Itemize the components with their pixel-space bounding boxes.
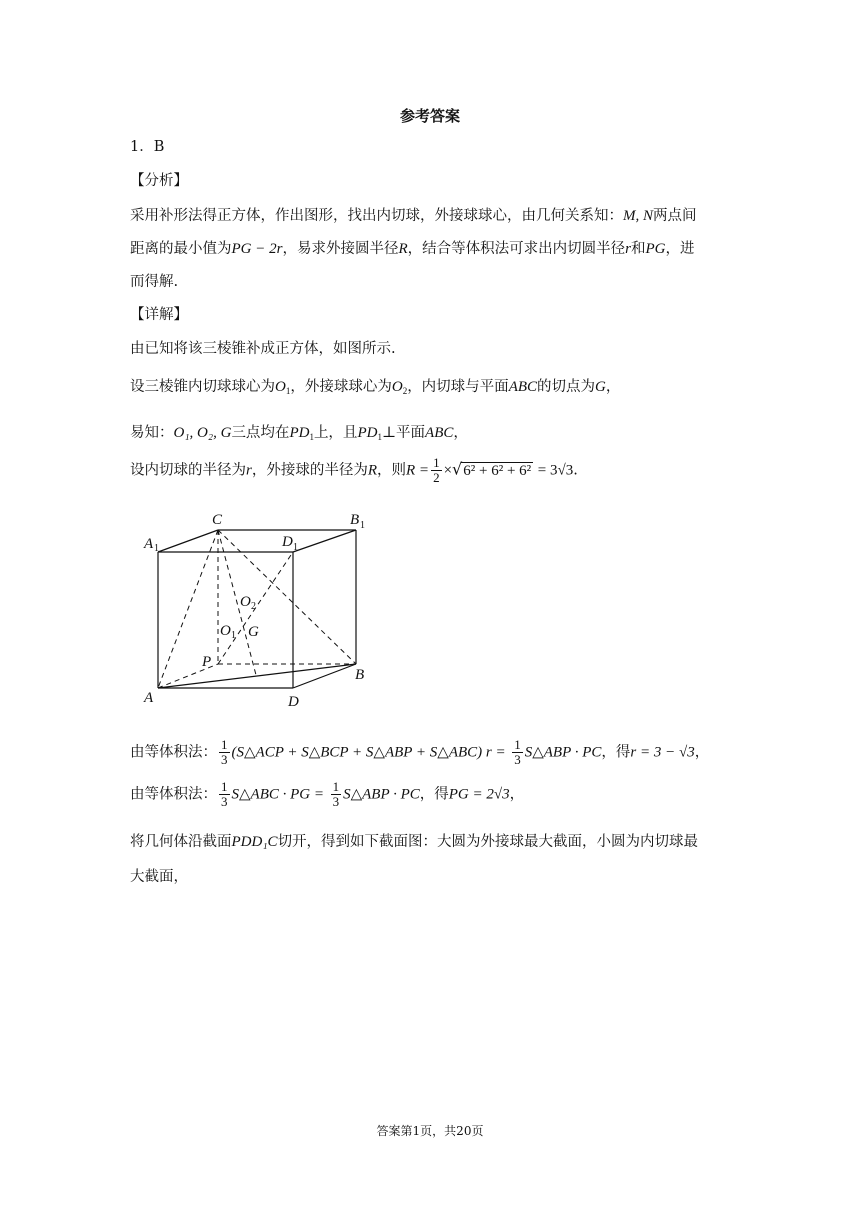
cube-figure: [138, 510, 378, 715]
label-A1: A: [144, 536, 154, 552]
detail-line-1: 由已知将该三棱锥补成正方体，如图所示.: [130, 341, 396, 357]
page-title: 参考答案: [399, 107, 460, 125]
detail-line-7: 将几何体沿截面PDD₁C切开，得到如下截面图：大圆为外接球最大截面，小圆为内切球最: [130, 834, 699, 850]
detail-header: 【详解】: [130, 307, 188, 323]
analysis-line-3: 而得解.: [130, 274, 179, 290]
svg-text:1: 1: [293, 542, 298, 553]
label-A: A: [144, 690, 154, 706]
fraction-third-4: $\frac{1}{3}$: [332, 779, 340, 809]
label-G: G: [248, 624, 259, 640]
svg-text:1: 1: [360, 520, 365, 531]
label-B: B: [355, 667, 365, 683]
detail-line-3: 易知：O₁, O₂, G三点均在$PD_1$上，且$PD_1\perp$平面ABC，: [130, 425, 468, 442]
label-O2: O: [240, 594, 251, 610]
fraction-third-1: $\frac{1}{3}$: [221, 737, 228, 767]
analysis-line-2: 距离的最小值为PG − 2r，易求外接圆半径R，结合等体积法可求出内切圆半径r和PG，进: [130, 241, 695, 257]
detail-line-5: 由等体积法： $\frac{1}{3}$ (S△ACP + S△BCP + S△ABP + S△ABC) r = $\frac{1}{3}$ S△ABP · PC，得r = 3 − √3，: [130, 737, 710, 767]
svg-text:2: 2: [251, 601, 256, 612]
svg-text:1: 1: [231, 630, 236, 641]
svg-text:1: 1: [154, 543, 159, 554]
label-D: D: [288, 694, 299, 710]
item-number: 1．B: [130, 139, 165, 155]
detail-line-8: 大截面，: [130, 869, 188, 885]
detail-line-2: 设三棱锥内切球球心为$O_1$，外接球球心为$O_2$，内切球与平面ABC的切点为G，: [130, 379, 621, 396]
fraction-half: $\frac{1}{2}$: [433, 455, 440, 485]
page-footer: 答案第1页，共20页: [376, 1124, 484, 1138]
label-P: P: [202, 654, 212, 670]
analysis-line-1: 采用补形法得正方体，作出图形，找出内切球，外接球球心，由几何关系知：M, N两点间: [130, 208, 697, 224]
fraction-third-3: $\frac{1}{3}$: [221, 779, 228, 809]
label-O1: O: [220, 623, 231, 639]
fraction-third-2: $\frac{1}{3}$: [514, 737, 521, 767]
detail-line-6: 由等体积法： $\frac{1}{3}$ S△ABC · PG = $\frac{1}{3}$ S△ABP · PC，得PG = 2√3，: [130, 779, 525, 809]
detail-line-4: 设内切球的半径为r，外接球的半径为R，则R = $\frac{1}{2}$ ×√6² + 6² + 6² = 3√3.: [130, 455, 578, 485]
label-B1: B: [350, 512, 360, 528]
analysis-header: 【分析】: [130, 173, 188, 189]
label-D1: D: [282, 534, 293, 550]
label-C: C: [212, 512, 223, 528]
